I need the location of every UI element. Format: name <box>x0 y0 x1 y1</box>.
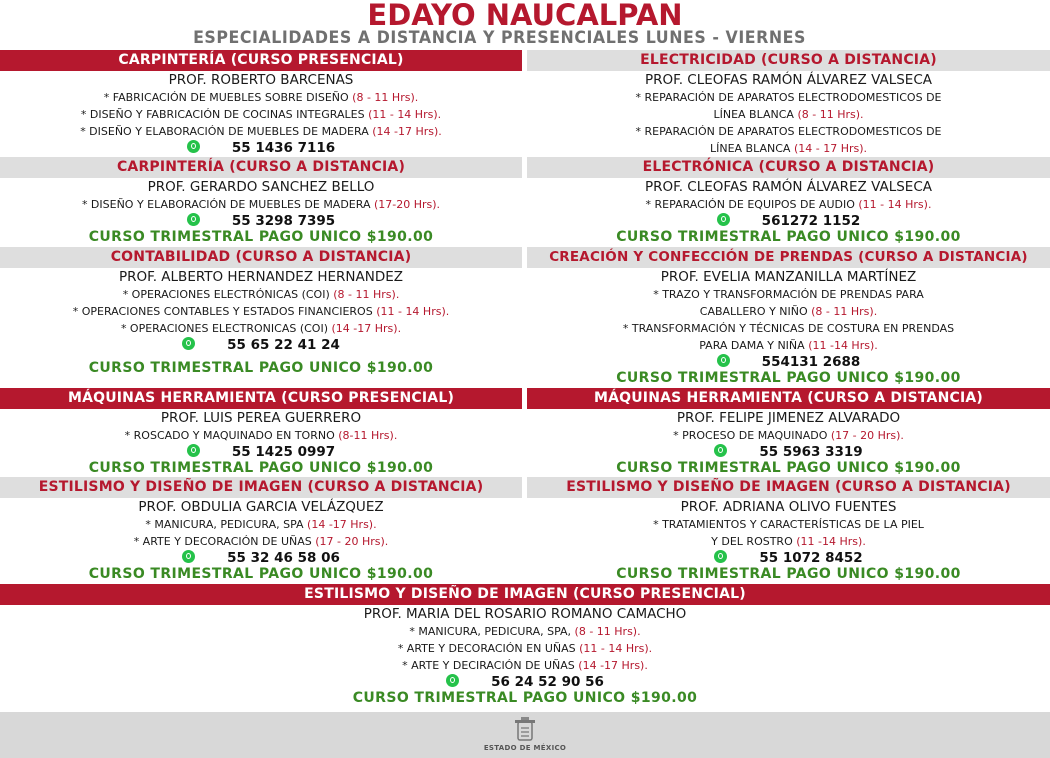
course-electricidad <box>527 50 1050 157</box>
item-hours: (8 - 11 Hrs). <box>574 625 641 638</box>
phone-text: 55 1072 8452 <box>759 550 863 566</box>
item-hours: (11 -14 Hrs). <box>796 535 866 548</box>
phone-number[interactable] <box>0 213 522 229</box>
phone-number[interactable] <box>0 337 522 353</box>
phone-number[interactable] <box>0 140 522 156</box>
logo-caption: ESTADO DE MÉXICO <box>483 744 567 752</box>
phone-number[interactable] <box>527 354 1050 370</box>
course-item-cont <box>527 337 1050 354</box>
course-maquinas-presencial <box>0 388 522 477</box>
course-price: CURSO TRIMESTRAL PAGO UNICO $190.00 <box>88 229 434 245</box>
course-item <box>0 196 522 213</box>
phone-text: 55 32 46 58 06 <box>227 550 340 566</box>
course-item <box>527 427 1050 444</box>
item-text: * OPERACIONES ELECTRONICAS (COI) <box>120 322 328 335</box>
course-title: ESTILISMO Y DISEÑO DE IMAGEN (CURSO A DISTANCIA) <box>0 477 522 498</box>
item-hours: (8 - 11 Hrs). <box>333 288 400 301</box>
course-price: CURSO TRIMESTRAL PAGO UNICO $190.00 <box>616 460 961 476</box>
professor-name: PROF. LUIS PEREA GUERRERO <box>160 410 362 426</box>
phone-number[interactable] <box>0 550 522 566</box>
item-hours: (11 - 14 Hrs). <box>376 305 450 318</box>
item-hours: (14 -17 Hrs). <box>331 322 402 335</box>
phone-text: 56 24 52 90 56 <box>491 674 604 690</box>
whatsapp-icon <box>717 354 730 367</box>
course-item <box>0 427 522 444</box>
course-item <box>0 286 522 303</box>
item-hours: (14 -17 Hrs). <box>307 518 377 531</box>
course-estilismo-distancia-a <box>0 477 522 583</box>
item-text: * ARTE Y DECIRACIÓN DE UÑAS <box>402 659 575 672</box>
item-hours: (8 - 11 Hrs). <box>352 91 419 104</box>
item-hours: (17 - 20 Hrs). <box>830 429 904 442</box>
professor-name: PROF. CLEOFAS RAMÓN ÁLVAREZ VALSECA <box>644 72 932 88</box>
course-title: MÁQUINAS HERRAMIENTA (CURSO A DISTANCIA) <box>527 388 1050 409</box>
item-hours: (11 - 14 Hrs). <box>579 642 653 655</box>
professor-name: PROF. FELIPE JIMENEZ ALVARADO <box>676 410 901 426</box>
page-title: EDAYO NAUCALPAN <box>367 0 683 32</box>
professor-name: PROF. MARIA DEL ROSARIO ROMANO CAMACHO <box>363 606 687 622</box>
item-hours: (8 - 11 Hrs). <box>797 108 864 121</box>
phone-text: 55 3298 7395 <box>231 213 336 229</box>
phone-text: 561272 1152 <box>761 213 861 229</box>
whatsapp-icon <box>187 444 200 457</box>
item-hours: (8-11 Hrs). <box>338 429 398 442</box>
item-text: * ARTE Y DECORACIÓN DE UÑAS <box>133 535 312 548</box>
professor-name: PROF. CLEOFAS RAMÓN ÁLVAREZ VALSECA <box>644 179 932 195</box>
course-item-cont <box>527 106 1050 123</box>
course-electronica <box>527 157 1050 246</box>
course-title: MÁQUINAS HERRAMIENTA (CURSO PRESENCIAL) <box>0 388 522 409</box>
item-hours: (17 - 20 Hrs). <box>315 535 389 548</box>
course-price: CURSO TRIMESTRAL PAGO UNICO $190.00 <box>616 566 961 582</box>
item-hours: (11 - 14 Hrs). <box>368 108 442 121</box>
course-prendas <box>527 247 1050 387</box>
course-price: CURSO TRIMESTRAL PAGO UNICO $190.00 <box>616 229 961 245</box>
course-item <box>0 640 1050 657</box>
item-text: * DISEÑO Y ELABORACIÓN DE MUEBLES DE MADERA <box>81 198 371 211</box>
item-text: * OPERACIONES CONTABLES Y ESTADOS FINANCIEROS <box>72 305 373 318</box>
whatsapp-icon <box>717 213 730 226</box>
course-title: ESTILISMO Y DISEÑO DE IMAGEN (CURSO PRESENCIAL) <box>0 584 1050 605</box>
course-item: * TRANSFORMACIÓN Y TÉCNICAS DE COSTURA EN PRENDAS <box>622 322 955 335</box>
item-hours: (11 - 14 Hrs). <box>858 198 932 211</box>
item-text: * DISEÑO Y FABRICACIÓN DE COCINAS INTEGRALES <box>80 108 365 121</box>
phone-text: 55 65 22 41 24 <box>227 337 340 353</box>
professor-name: PROF. OBDULIA GARCIA VELÁZQUEZ <box>138 499 384 515</box>
item-text: * OPERACIONES ELECTRÓNICAS (COI) <box>122 288 330 301</box>
page-subtitle <box>0 27 1000 49</box>
course-item <box>0 623 1050 640</box>
whatsapp-icon <box>182 337 195 350</box>
item-text: LÍNEA BLANCA <box>709 142 791 155</box>
course-item: * REPARACIÓN DE APARATOS ELECTRODOMESTICOS DE <box>635 125 942 138</box>
item-text: * PROCESO DE MAQUINADO <box>673 429 828 442</box>
item-hours: (14 -17 Hrs). <box>578 659 648 672</box>
course-price: CURSO TRIMESTRAL PAGO UNICO $190.00 <box>616 370 961 386</box>
course-price: CURSO TRIMESTRAL PAGO UNICO $190.00 <box>88 360 434 376</box>
course-item-cont <box>527 303 1050 320</box>
item-text: * REPARACIÓN DE EQUIPOS DE AUDIO <box>645 198 855 211</box>
whatsapp-icon <box>714 444 727 457</box>
professor-name: PROF. ALBERTO HERNANDEZ HERNANDEZ <box>118 269 404 285</box>
course-item-cont <box>527 140 1050 157</box>
course-item <box>0 123 522 140</box>
item-text: CABALLERO Y NIÑO <box>699 305 808 318</box>
course-carpinteria-presencial <box>0 50 522 156</box>
course-title: CONTABILIDAD (CURSO A DISTANCIA) <box>0 247 522 268</box>
phone-text: 55 1436 7116 <box>231 140 336 156</box>
course-title: ELECTRÓNICA (CURSO A DISTANCIA) <box>527 157 1050 178</box>
course-item <box>0 516 522 533</box>
course-item <box>0 89 522 106</box>
course-item: * REPARACIÓN DE APARATOS ELECTRODOMESTICOS DE <box>635 91 942 104</box>
phone-text: 55 5963 3319 <box>759 444 863 460</box>
whatsapp-icon <box>187 140 200 153</box>
course-item-cont <box>527 533 1050 550</box>
course-carpinteria-distancia <box>0 157 522 246</box>
phone-number[interactable] <box>0 674 1050 690</box>
item-text: * ARTE Y DECORACIÓN EN UÑAS <box>397 642 576 655</box>
course-item <box>0 303 522 320</box>
professor-name: PROF. ROBERTO BARCENAS <box>168 72 354 88</box>
item-hours: (11 -14 Hrs). <box>808 339 878 352</box>
item-text: * DISEÑO Y ELABORACIÓN DE MUEBLES DE MADERA <box>80 125 369 138</box>
course-item <box>527 196 1050 213</box>
course-title: ELECTRICIDAD (CURSO A DISTANCIA) <box>527 50 1050 71</box>
coat-of-arms-icon <box>507 716 543 744</box>
item-text: LÍNEA BLANCA <box>713 108 794 121</box>
whatsapp-icon <box>446 674 459 687</box>
course-title: CREACIÓN Y CONFECCIÓN DE PRENDAS (CURSO A DISTANCIA) <box>527 247 1050 268</box>
course-item <box>0 106 522 123</box>
course-title: CARPINTERÍA (CURSO PRESENCIAL) <box>0 50 522 71</box>
course-price: CURSO TRIMESTRAL PAGO UNICO $190.00 <box>88 460 434 476</box>
course-item <box>0 320 522 337</box>
course-title: CARPINTERÍA (CURSO A DISTANCIA) <box>0 157 522 178</box>
item-text: * ROSCADO Y MAQUINADO EN TORNO <box>124 429 335 442</box>
whatsapp-icon <box>714 550 727 563</box>
phone-number[interactable] <box>527 444 1050 460</box>
item-text: * MANICURA, PEDICURA, SPA <box>145 518 304 531</box>
item-text: * MANICURA, PEDICURA, SPA, <box>409 625 572 638</box>
course-title: ESTILISMO Y DISEÑO DE IMAGEN (CURSO A DISTANCIA) <box>527 477 1050 498</box>
course-estilismo-distancia-b <box>527 477 1050 583</box>
phone-number[interactable] <box>527 213 1050 229</box>
course-price: CURSO TRIMESTRAL PAGO UNICO $190.00 <box>352 690 698 706</box>
course-maquinas-distancia <box>527 388 1050 477</box>
phone-number[interactable] <box>527 550 1050 566</box>
course-estilismo-presencial <box>0 584 1050 707</box>
item-text: PARA DAMA Y NIÑA <box>699 339 805 352</box>
phone-text: 554131 2688 <box>761 354 861 370</box>
whatsapp-icon <box>182 550 195 563</box>
professor-name: PROF. GERARDO SANCHEZ BELLO <box>147 179 375 195</box>
course-price: CURSO TRIMESTRAL PAGO UNICO $190.00 <box>88 566 434 582</box>
professor-name: PROF. ADRIANA OLIVO FUENTES <box>680 499 897 515</box>
item-text: * FABRICACIÓN DE MUEBLES SOBRE DISEÑO <box>103 91 349 104</box>
course-item: * TRAZO Y TRANSFORMACIÓN DE PRENDAS PARA <box>653 288 924 301</box>
item-hours: (17-20 Hrs). <box>373 198 441 211</box>
phone-number[interactable] <box>0 444 522 460</box>
phone-text: 55 1425 0997 <box>231 444 336 460</box>
item-hours: (14 -17 Hrs). <box>372 125 442 138</box>
item-hours: (14 - 17 Hrs). <box>793 142 868 155</box>
professor-name: PROF. EVELIA MANZANILLA MARTÍNEZ <box>660 269 917 285</box>
course-item <box>0 657 1050 674</box>
course-item: * TRATAMIENTOS Y CARACTERÍSTICAS DE LA PIEL <box>653 518 924 531</box>
course-contabilidad <box>0 247 522 377</box>
whatsapp-icon <box>187 213 200 226</box>
subtitle-text: ESPECIALIDADES A DISTANCIA Y PRESENCIALES LUNES - VIERNES <box>193 28 807 48</box>
item-hours: (8 - 11 Hrs). <box>811 305 878 318</box>
course-item <box>0 533 522 550</box>
item-text: Y DEL ROSTRO <box>711 535 793 548</box>
